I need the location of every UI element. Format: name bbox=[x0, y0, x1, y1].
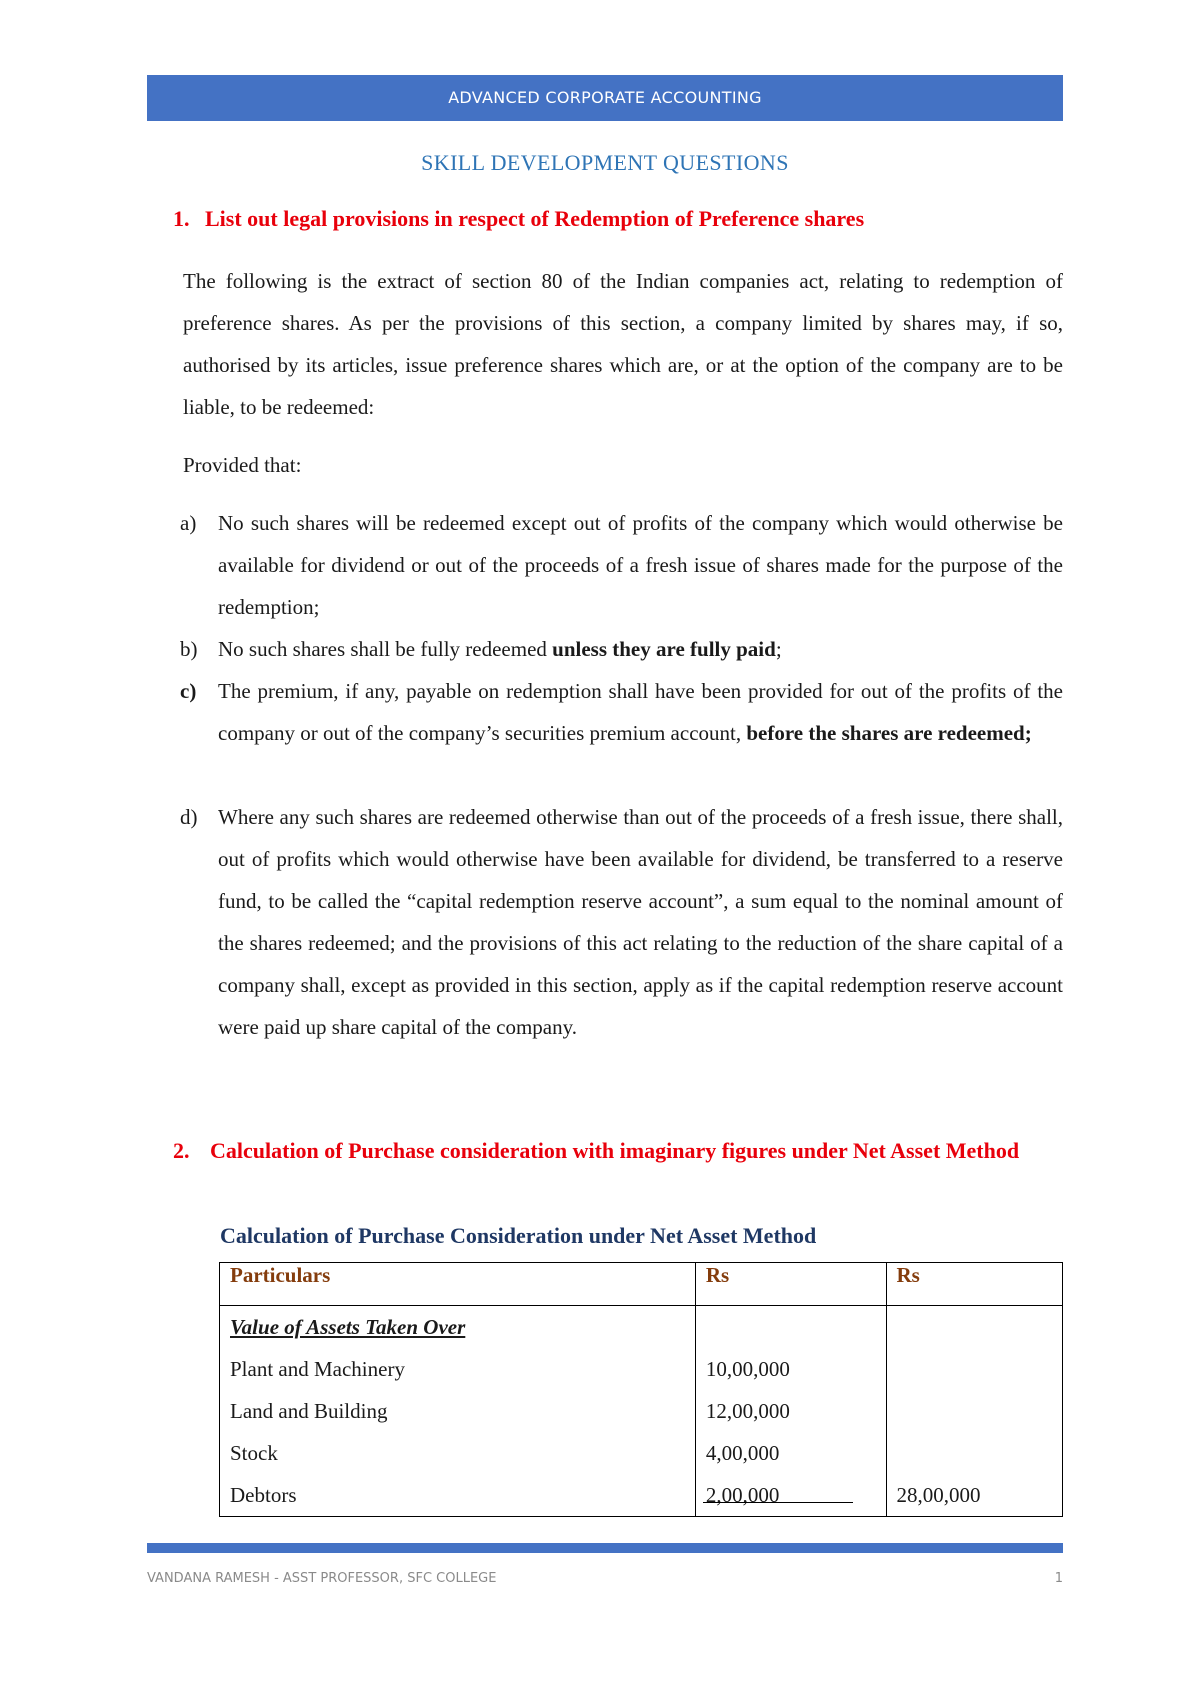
row-label: Stock bbox=[230, 1441, 278, 1465]
amount-cell bbox=[695, 1306, 886, 1517]
header-particulars: Particulars bbox=[220, 1263, 696, 1306]
footer-bar bbox=[147, 1543, 1063, 1553]
list-item-text: No such shares will be redeemed except out of profits of the company which would otherwise be available for dividend or out of the proceeds of a fresh issue of shares made for the purpose of the redemption; bbox=[218, 511, 1063, 619]
list-marker: d) bbox=[180, 805, 198, 829]
row-total bbox=[887, 1432, 1063, 1474]
question-2-number: 2. bbox=[173, 1138, 190, 1163]
list-item-bold: before the shares are redeemed; bbox=[746, 721, 1032, 745]
row-amount: 12,00,000 bbox=[705, 1399, 790, 1423]
list-item bbox=[180, 796, 1063, 1048]
row-total bbox=[887, 1390, 1063, 1432]
table-header-row bbox=[220, 1263, 1063, 1306]
row-label: Land and Building bbox=[230, 1399, 388, 1423]
list-item-text: No such shares shall be fully redeemed bbox=[218, 637, 553, 661]
subtotal-rule bbox=[703, 1502, 853, 1503]
intro-paragraph: The following is the extract of section 80 of the Indian companies act, relating to redemption of preference shares. As per the provisions of this section, a company limited by shares may, if so, authorised by its articles, issue preference shares which are, or at the option of the company are to be liable, to be redeemed: bbox=[183, 269, 1063, 419]
total-cell bbox=[886, 1306, 1063, 1517]
question-1-heading bbox=[173, 206, 864, 232]
header-bar bbox=[147, 75, 1063, 121]
question-1-number: 1. bbox=[173, 206, 190, 231]
row-total bbox=[887, 1348, 1063, 1390]
row-label: Plant and Machinery bbox=[230, 1357, 405, 1381]
row-total: 28,00,000 bbox=[896, 1483, 981, 1507]
particulars-cell bbox=[220, 1306, 696, 1517]
list-item bbox=[180, 628, 1063, 670]
list-marker: c) bbox=[180, 679, 197, 703]
page-number: 1 bbox=[1054, 1571, 1063, 1586]
row-amount: 2,00,000 bbox=[705, 1483, 780, 1507]
question-2-heading bbox=[173, 1130, 1063, 1172]
footer-author: VANDANA RAMESH - ASST PROFESSOR, SFC COLLEGE bbox=[147, 1571, 497, 1586]
purchase-consideration-table bbox=[219, 1262, 1063, 1517]
header-rs-total: Rs bbox=[886, 1263, 1063, 1306]
list-item bbox=[180, 502, 1063, 628]
question-2-text: Calculation of Purchase consideration with imaginary figures under Net Asset Method bbox=[210, 1138, 1020, 1163]
header-rs: Rs bbox=[695, 1263, 886, 1306]
row-amount: 10,00,000 bbox=[705, 1357, 790, 1381]
list-marker: a) bbox=[180, 511, 197, 535]
row-label: Debtors bbox=[230, 1483, 297, 1507]
provided-that: Provided that: bbox=[183, 453, 302, 477]
header-title: ADVANCED CORPORATE ACCOUNTING bbox=[448, 88, 762, 107]
list-marker: b) bbox=[180, 637, 198, 661]
list-item-text: The premium, if any, payable on redemption shall have been provided for out of the profits of the company or out of the company’s securities premium account, bbox=[218, 679, 1063, 745]
list-item-after: ; bbox=[775, 637, 782, 661]
list-item-text: Where any such shares are redeemed otherwise than out of the proceeds of a fresh issue, there shall, out of profits which would otherwise have been available for dividend, be transferred to a reserve fund, to be called the “capital redemption reserve account”, a sum equal to the nominal amount of the shares redeemed; and the provisions of this act relating to the reduction of the share capital of a company shall, except as provided in this section, apply as if the capital redemption reserve account were paid up share capital of the company. bbox=[218, 805, 1063, 1039]
list-item bbox=[180, 670, 1063, 754]
page-title: SKILL DEVELOPMENT QUESTIONS bbox=[421, 150, 789, 175]
table-title: Calculation of Purchase Consideration under Net Asset Method bbox=[220, 1223, 817, 1248]
row-amount: 4,00,000 bbox=[705, 1441, 780, 1465]
table-body-row bbox=[220, 1306, 1063, 1517]
question-1-text: List out legal provisions in respect of Redemption of Preference shares bbox=[205, 206, 865, 231]
list-item-bold: unless they are fully paid bbox=[552, 637, 776, 661]
section-label: Value of Assets Taken Over bbox=[230, 1315, 466, 1339]
